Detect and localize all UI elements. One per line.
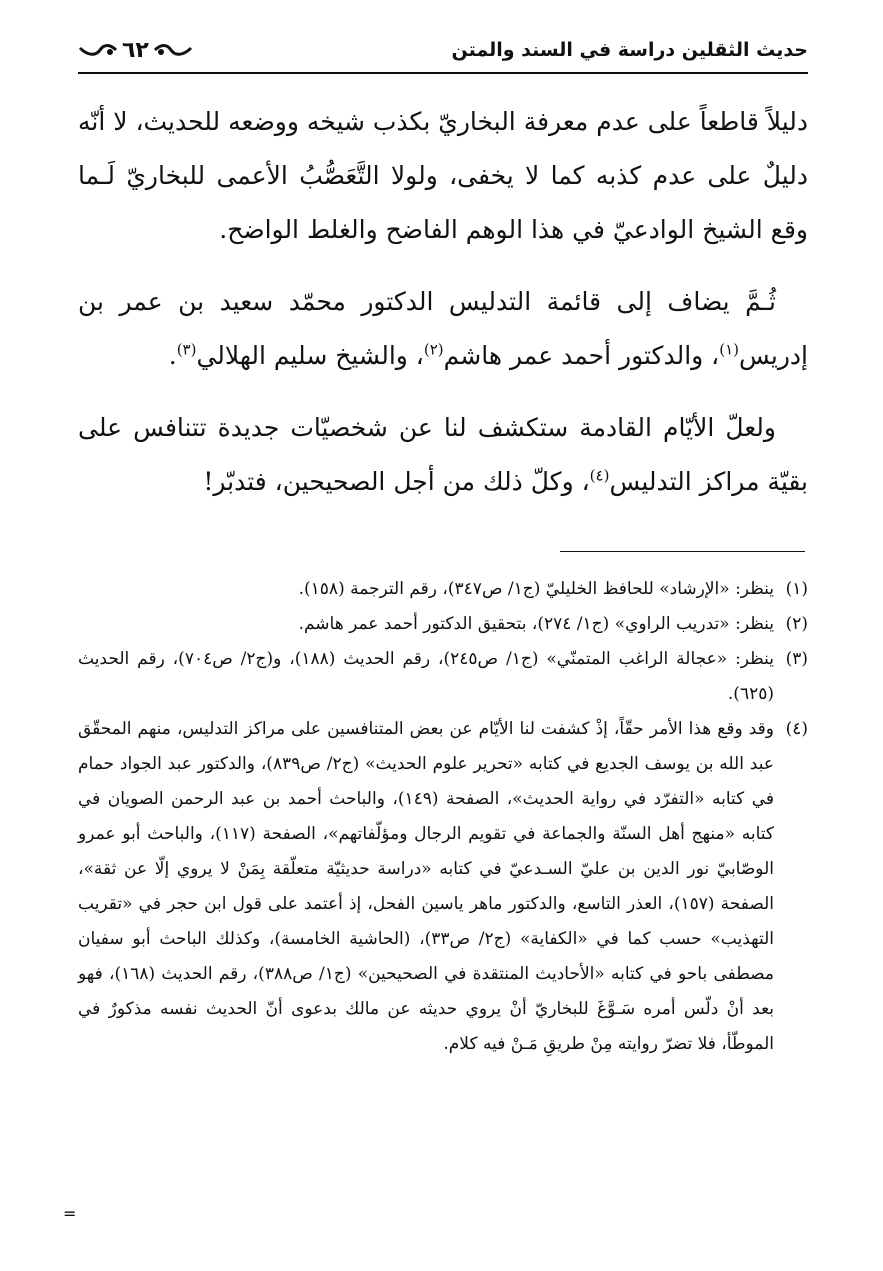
footnote-separator (560, 551, 805, 552)
continuation-mark: = (63, 1204, 77, 1223)
header-divider (78, 72, 808, 74)
footnote-2 (78, 607, 808, 642)
footnote-number: (٢) (785, 614, 808, 634)
paragraph-2-part-d: . (168, 341, 177, 370)
footnote-1 (78, 572, 808, 607)
footnote-4 (78, 712, 808, 1062)
footnote-number: (٤) (785, 719, 808, 739)
main-text (78, 95, 808, 527)
footnote-number: (١) (785, 579, 808, 599)
footnote-text: وقد وقع هذا الأمر حقّاً، إذْ كشفت لنا الأيّام عن بعض المتنافسين على مراكز التدليس، منهم المحقّق عبد الله بن يوسف الجديع في كتابه «تحرير علوم الحديث» (ج٢/ ص٨٣٩)، والدكتور عبد الجواد حمام في كتابه «التفرّد في رواية الحديث»، الصفحة (١٤٩)، والباحث أحمد بن عبد الرحمن الصويان في كتابه «منهج أهل السنّة والجماعة في تقويم الرجال ومؤلّفاتهم»، الصفحة (١١٧)، والباحث أبو عمرو الوصّابيّ نور الدين بن عليّ السـدعيّ في كتابه «دراسة حديثيّة متعلّقة بِمَنْ لا يروي إلّا عن ثقة»، الصفحة (١٥٧)، العذر التاسع، والدكتور ماهر ياسين الفحل، إذ أعتمد على قول ابن حجر في «تقريب التهذيب» حسب كما في «الكفاية» (ج٢/ ص٣٣)، (الحاشية الخامسة)، وكذلك الباحث أبو سفيان مصطفى باحو في كتابه «الأحاديث المنتقدة في الصحيحين» (ج١/ ص٣٨٨)، رقم الحديث (١٦٨)، فهو بعد أنْ دلّس أمره سَـوَّغَ للبخاريّ أنْ يروي حديثه عن مالك بدعوى أنّ الحديث نفسه مذكورٌ في الموطّأ، فلا تضرّ روايته مِنْ طريقِ مَـنْ فيه كلام. (78, 719, 775, 1054)
footnote-ref-2[interactable]: (٢) (423, 340, 444, 359)
footnote-ref-1[interactable]: (١) (719, 340, 740, 359)
running-title: حديث الثقلين دراسة في السند والمتن (451, 39, 808, 61)
page-header (78, 30, 808, 70)
footnote-text: ينظر: «عجالة الراغب المتمنّي» (ج١/ ص٢٤٥)، رقم الحديث (١٨٨)، و(ج٢/ ص٧٠٤)، رقم الحديث (٦٢٥). (78, 649, 774, 704)
paragraph-3 (78, 401, 808, 509)
paragraph-3-part-b: ، وكلّ ذلك من أجل الصحيحين، فتدبّر! (203, 467, 590, 496)
left-flourish-icon (153, 42, 193, 58)
paragraph-2-part-b: ، والدكتور أحمد عمر هاشم (443, 341, 720, 370)
paragraph-2-part-c: ، والشيخ سليم الهلالي (196, 341, 424, 370)
paragraph-2-part-a: ثُـمَّ يضاف إلى قائمة التدليس الدكتور محمّد سعيد بن عمر بن إدريس (78, 287, 808, 370)
footnote-ref-4[interactable]: (٤) (589, 466, 610, 485)
footnotes (78, 572, 808, 1062)
right-flourish-icon (78, 42, 118, 58)
footnote-text: ينظر: «الإرشاد» للحافظ الخليليّ (ج١/ ص٣٤٧)، رقم الترجمة (١٥٨). (298, 579, 774, 599)
paragraph-3-part-a: ولعلّ الأيّام القادمة ستكشف لنا عن شخصيّات جديدة تتنافس على بقيّة مراكز التدليس (78, 413, 808, 496)
page-number: ٦٢ (122, 37, 149, 63)
page-number-ornament (78, 38, 193, 63)
footnote-number: (٣) (785, 649, 808, 669)
footnote-text: ينظر: «تدريب الراوي» (ج١/ ٢٧٤)، بتحقيق الدكتور أحمد عمر هاشم. (298, 614, 774, 634)
footnote-3 (78, 642, 808, 712)
paragraph-2 (78, 275, 808, 383)
footnote-ref-3[interactable]: (٣) (176, 340, 197, 359)
paragraph-1: دليلاً قاطعاً على عدم معرفة البخاريّ بكذب شيخه ووضعه للحديث، لا أنّه دليلٌ على عدم كذبه كما لا يخفى، ولولا التَّعَصُّبُ الأعمى للبخاريّ لَـما وقع الشيخ الوادعيّ في هذا الوهم الفاضح والغلط الواضح. (77, 107, 808, 244)
